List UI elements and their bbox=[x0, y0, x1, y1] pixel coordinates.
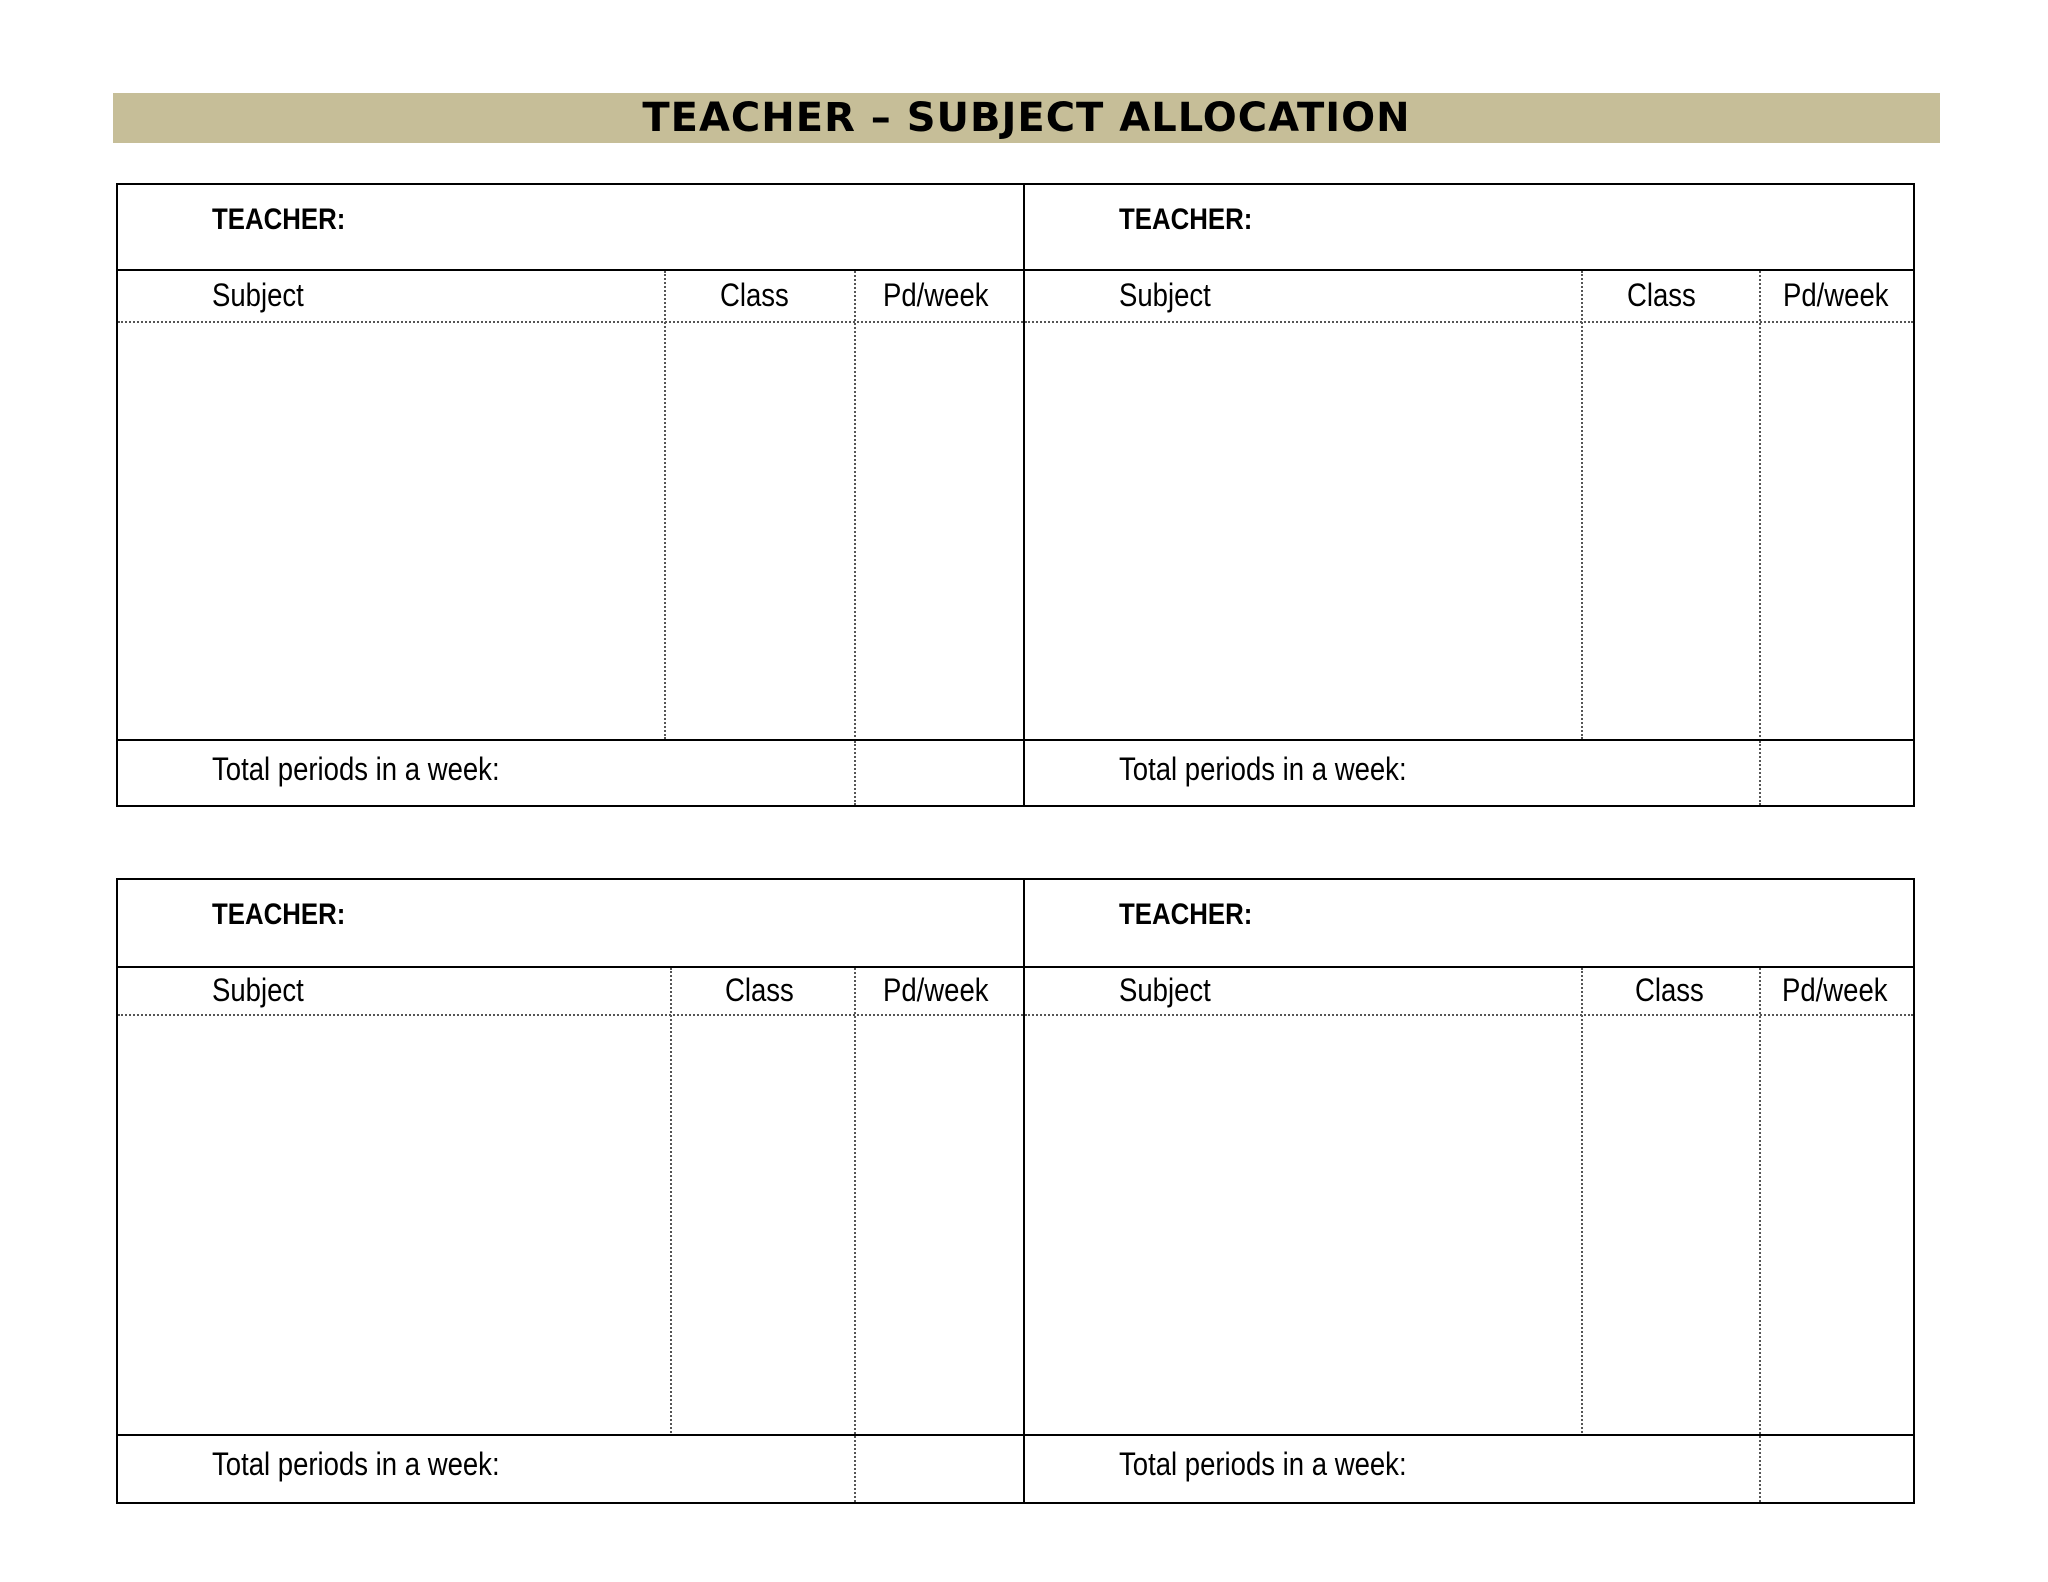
allocation-entries-area[interactable] bbox=[118, 323, 1023, 739]
column-header-row bbox=[118, 968, 1023, 1016]
pd-week-column-header: Pd/week bbox=[883, 277, 989, 313]
total-periods-label: Total periods in a week: bbox=[212, 751, 500, 787]
column-header-row bbox=[1025, 271, 1913, 323]
subject-column-header: Subject bbox=[212, 972, 304, 1008]
teacher-panel-4 bbox=[1023, 880, 1913, 1502]
class-column-header: Class bbox=[725, 972, 794, 1008]
allocation-entries-area[interactable] bbox=[1025, 323, 1913, 739]
total-row bbox=[1025, 1434, 1913, 1502]
class-column-header: Class bbox=[1635, 972, 1704, 1008]
subject-column-header: Subject bbox=[212, 277, 304, 313]
total-periods-label: Total periods in a week: bbox=[1119, 751, 1407, 787]
teacher-row[interactable] bbox=[118, 880, 1023, 968]
teacher-row[interactable] bbox=[1025, 185, 1913, 271]
teacher-panel-1 bbox=[118, 185, 1023, 805]
total-row bbox=[118, 739, 1023, 805]
teacher-label: TEACHER: bbox=[1119, 898, 1253, 931]
pd-week-column-header: Pd/week bbox=[1782, 972, 1888, 1008]
teacher-label: TEACHER: bbox=[1119, 203, 1253, 236]
subject-column-header: Subject bbox=[1119, 277, 1211, 313]
allocation-entries-area[interactable] bbox=[1025, 1016, 1913, 1436]
class-column-header: Class bbox=[720, 277, 789, 313]
teacher-panel-3 bbox=[118, 880, 1023, 1502]
allocation-entries-area[interactable] bbox=[118, 1016, 1023, 1436]
allocation-block-bottom bbox=[116, 878, 1915, 1504]
title-bar bbox=[113, 93, 1940, 143]
subject-column-header: Subject bbox=[1119, 972, 1211, 1008]
pd-week-column-header: Pd/week bbox=[883, 972, 989, 1008]
column-header-row bbox=[118, 271, 1023, 323]
total-periods-value-cell[interactable] bbox=[1759, 1436, 1913, 1502]
class-column-header: Class bbox=[1627, 277, 1696, 313]
total-row bbox=[118, 1434, 1023, 1502]
total-periods-label: Total periods in a week: bbox=[1119, 1446, 1407, 1482]
page-title: TEACHER – SUBJECT ALLOCATION bbox=[642, 95, 1411, 141]
teacher-label: TEACHER: bbox=[212, 203, 346, 236]
allocation-block-top bbox=[116, 183, 1915, 807]
total-periods-value-cell[interactable] bbox=[854, 741, 1023, 805]
total-row bbox=[1025, 739, 1913, 805]
teacher-row[interactable] bbox=[118, 185, 1023, 271]
column-header-row bbox=[1025, 968, 1913, 1016]
total-periods-label: Total periods in a week: bbox=[212, 1446, 500, 1482]
teacher-panel-2 bbox=[1023, 185, 1913, 805]
teacher-row[interactable] bbox=[1025, 880, 1913, 968]
pd-week-column-header: Pd/week bbox=[1783, 277, 1889, 313]
total-periods-value-cell[interactable] bbox=[1759, 741, 1913, 805]
teacher-label: TEACHER: bbox=[212, 898, 346, 931]
total-periods-value-cell[interactable] bbox=[854, 1436, 1023, 1502]
